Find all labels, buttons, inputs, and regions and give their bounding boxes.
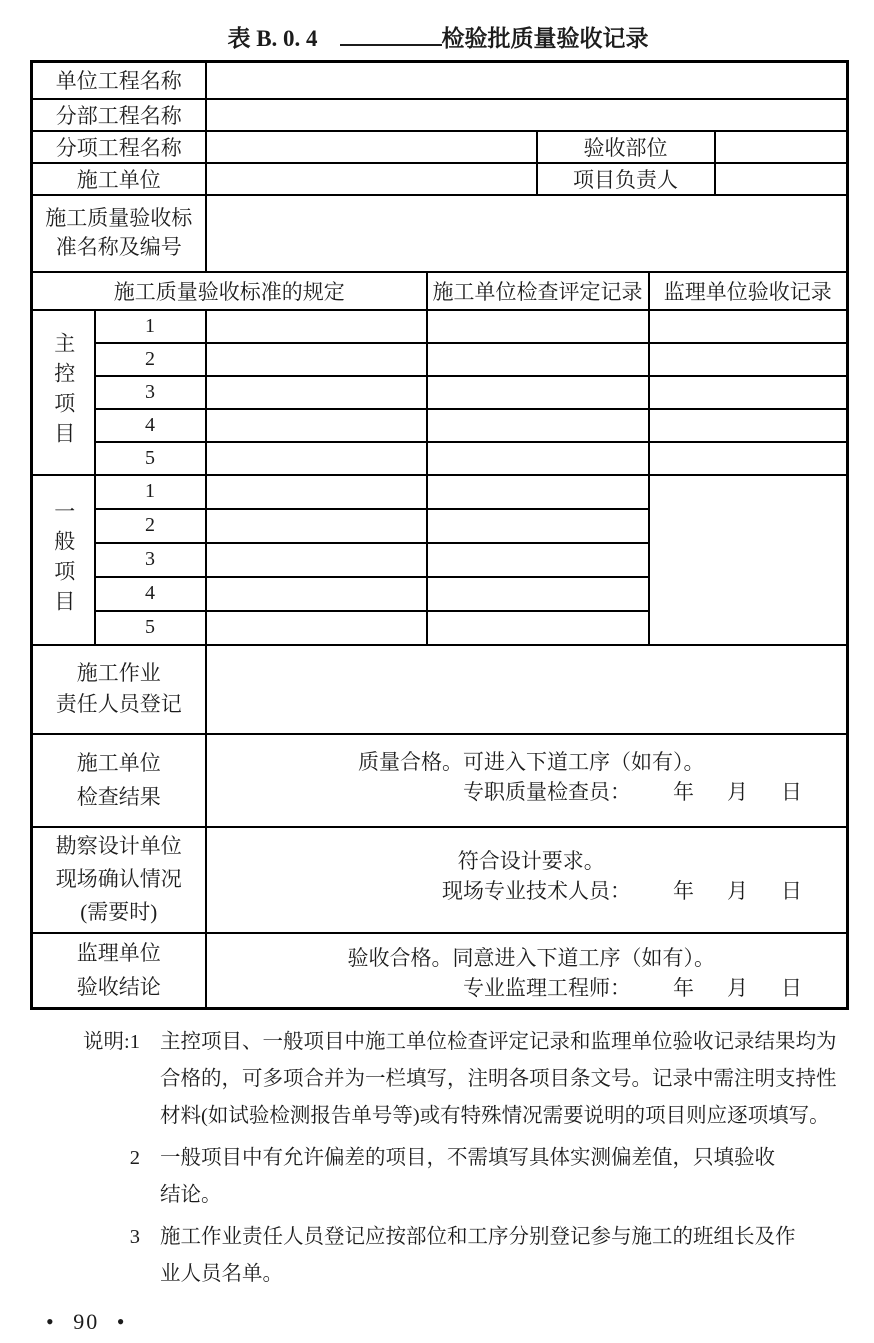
row-number: 5 [95,611,206,645]
survey-confirm-text: 符合设计要求。 [457,849,605,873]
acceptance-part-label: 验收部位 [537,131,715,163]
note-marker: 说明:1 [83,1031,140,1053]
general-spec-cell-1[interactable] [206,475,427,509]
main-check-cell-1[interactable] [427,310,649,343]
acceptance-record-table [30,60,849,1010]
row-number: 4 [95,577,206,611]
main-control-row [32,442,848,475]
main-supervise-cell-1[interactable] [649,310,848,343]
item-project-name-label: 分项工程名称 [32,131,206,163]
main-supervise-cell-3[interactable] [649,376,848,409]
note-item-1: 说明:1 主控项目、一般项目中施工单位检查评定记录和监理单位验收记录结果均为 合格的，可多项合并为一栏填写，注明各项目条文号。记录中需注明支持性 材料(如试验检测报告单号等)或有特殊情况需要说明的项目则应逐项填写。 [52,1024,874,1135]
construction-unit-value[interactable] [206,163,537,195]
main-spec-cell-3[interactable] [206,376,427,409]
page-title [30,24,846,54]
unit-project-name-value[interactable] [206,62,848,99]
main-supervise-cell-4[interactable] [649,409,848,442]
row-number: 3 [95,376,206,409]
title-blank-underline [340,24,442,46]
table-row [32,62,848,99]
table-row [32,131,848,163]
notes-section [52,1024,874,1293]
row-number: 4 [95,409,206,442]
general-spec-cell-4[interactable] [206,577,427,611]
header-contractor-check-record: 施工单位检查评定记录 [427,272,649,310]
grid-header-row [32,272,848,310]
project-leader-value[interactable] [715,163,848,195]
general-spec-cell-5[interactable] [206,611,427,645]
sub-project-name-label: 分部工程名称 [32,99,206,131]
main-control-row [32,409,848,442]
main-spec-cell-2[interactable] [206,343,427,376]
header-supervisor-acceptance-record: 监理单位验收记录 [649,272,848,310]
main-control-row [32,310,848,343]
standard-name-number-value[interactable] [206,195,848,272]
unit-project-name-label: 单位工程名称 [32,62,206,99]
row-number: 2 [95,343,206,376]
note-item-3: 3 施工作业责任人员登记应按部位和工序分别登记参与施工的班组长及作 业人员名单。 [52,1219,874,1293]
supervisor-date-placeholder: 年 月 日 [673,975,808,1000]
row-number: 2 [95,509,206,543]
main-control-row [32,376,848,409]
header-spec-provision: 施工质量验收标准的规定 [32,272,427,310]
page-number: • 90 • [46,1309,127,1334]
supervisor-conclusion-row [32,933,848,1009]
table-title-label: 检验批质量验收记录 [441,26,649,51]
note-marker: 2 [129,1147,140,1169]
contractor-sign-label: 专职质量检查员： [463,779,631,804]
general-spec-cell-3[interactable] [206,543,427,577]
main-supervise-cell-2[interactable] [649,343,848,376]
main-check-cell-4[interactable] [427,409,649,442]
note-marker: 3 [129,1226,140,1248]
contractor-result-label: 施工单位 检查结果 [32,734,206,827]
contractor-result-text: 质量合格。可进入下道工序（如有）。 [358,749,705,774]
row-number: 1 [95,475,206,509]
survey-confirm-cell [206,827,848,933]
main-check-cell-3[interactable] [427,376,649,409]
acceptance-part-value[interactable] [715,131,848,163]
contractor-date-placeholder: 年 月 日 [673,779,808,804]
general-check-cell-4[interactable] [427,577,649,611]
general-supervise-merged-cell[interactable] [649,475,848,645]
main-control-row [32,343,848,376]
construction-unit-label: 施工单位 [32,163,206,195]
main-control-label: 主控项目 [32,310,95,475]
row-number: 1 [95,310,206,343]
project-leader-label: 项目负责人 [537,163,715,195]
worker-registration-label: 施工作业 责任人员登记 [32,645,206,734]
row-number: 3 [95,543,206,577]
contractor-result-cell [206,734,848,827]
survey-sign-label: 现场专业技术人员： [442,879,631,903]
note-item-2: 2 一般项目中有允许偏差的项目，不需填写具体实测偏差值，只填验收 结论。 [52,1140,874,1214]
survey-confirm-label: 勘察设计单位 现场确认情况 (需要时) [32,827,206,933]
general-check-cell-2[interactable] [427,509,649,543]
survey-date-placeholder: 年 月 日 [673,879,808,903]
main-check-cell-2[interactable] [427,343,649,376]
contractor-result-row [32,734,848,827]
table-row [32,163,848,195]
main-spec-cell-4[interactable] [206,409,427,442]
general-item-row [32,475,848,509]
general-check-cell-5[interactable] [427,611,649,645]
supervisor-conclusion-label: 监理单位 验收结论 [32,933,206,1009]
table-row [32,99,848,131]
survey-confirm-row [32,827,848,933]
row-number: 5 [95,442,206,475]
item-project-name-value[interactable] [206,131,537,163]
standard-name-number-label: 施工质量验收标 准名称及编号 [32,195,206,272]
general-check-cell-3[interactable] [427,543,649,577]
main-spec-cell-5[interactable] [206,442,427,475]
worker-registration-value[interactable] [206,645,848,734]
general-item-label: 一般项目 [32,475,95,645]
supervisor-conclusion-cell [206,933,848,1009]
supervisor-conclusion-text: 验收合格。同意进入下道工序（如有）。 [347,945,715,970]
worker-registration-row [32,645,848,734]
main-check-cell-5[interactable] [427,442,649,475]
supervisor-sign-label: 专业监理工程师： [463,975,631,1000]
main-supervise-cell-5[interactable] [649,442,848,475]
table-row [32,195,848,272]
sub-project-name-value[interactable] [206,99,848,131]
table-number-label: 表 B. 0. 4 [227,26,318,51]
main-spec-cell-1[interactable] [206,310,427,343]
general-spec-cell-2[interactable] [206,509,427,543]
general-check-cell-1[interactable] [427,475,649,509]
